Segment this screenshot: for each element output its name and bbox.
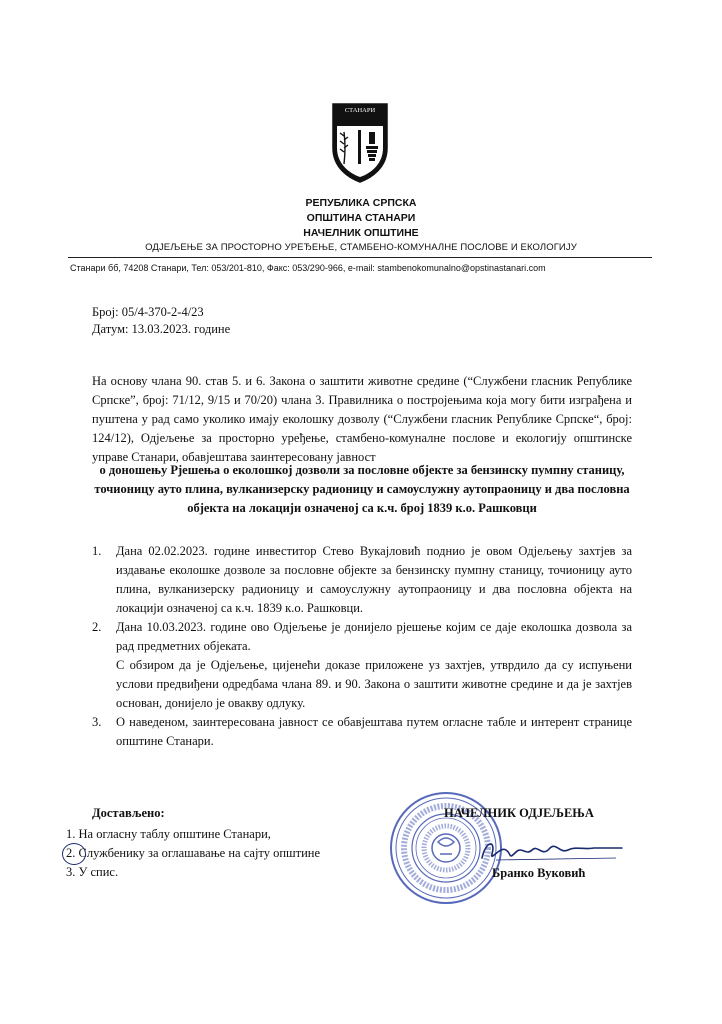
- list-item-text: Дана 02.02.2023. године инвеститор Стево Вукајловић поднио је овом Одјељењу захтјев за издавање еколошке дозволе за пословне објекте за бензинску пумпну станицу, точионицу ауто плина, вулканизерску радионицу и самоуслужну аутопраоницу и два пословна објекта на локацији означеној са к.ч. 1839 к.о. Рашковци.: [116, 544, 632, 615]
- document-date: Датум: 13.03.2023. године: [92, 322, 231, 336]
- list-item-text: О наведеном, заинтересована јавност се обавјештава путем огласне табле и интерент странице општине Станари.: [116, 715, 632, 748]
- contact-line: Станари бб, 74208 Станари, Тел: 053/201-810, Факс: 053/290-966, e-mail: stambenokomunalno@opstinastanari.com: [70, 263, 546, 273]
- signatory-title: НАЧЕЛНИК ОДЈЕЉЕЊА: [444, 806, 594, 820]
- subject-heading: о доношењу Рјешења о еколошкој дозволи за пословне објекте за бензинску пумпну станицу, точионицу ауто плина, вулканизерску радионицу и самоуслужну аутопраоницу и два пословна објекта на локацији означеној са к.ч. број 1839 к.о. Рашковци: [94, 463, 630, 515]
- header-divider: [68, 257, 652, 258]
- list-item-text-continued: С обзиром да је Одјељење, цијенећи доказе приложене уз захтјев, утврдило да су испуњени услови предвиђени одредбама члана 89. и 90. Закона о заштити животне средине и да је захтјев основан, донијело је овакву одлуку.: [116, 658, 632, 710]
- handwritten-signature: [476, 836, 626, 866]
- notice-list: [92, 542, 632, 751]
- municipality-crest-logo: [331, 102, 389, 184]
- list-item: [92, 542, 632, 618]
- list-item-number: 2.: [92, 620, 102, 634]
- delivery-item: 1. На огласну таблу општине Станари,: [66, 827, 271, 841]
- list-item-number: 3.: [92, 715, 102, 729]
- list-item: [92, 713, 632, 751]
- list-item: [92, 618, 632, 713]
- delivery-item: 2. Службенику за оглашавање на сајту општине: [66, 846, 321, 860]
- intro-paragraph: На основу члана 90. став 5. и 6. Закона о заштити животне средине (“Службени гласник Републике Српске”, број: 71/12, 9/15 и 70/20) члана 3. Правилника о постројењима која могу бити изграђена и пуштена у рад само уколико имају еколошку дозволу (“Службени гласник Републике Српске“, број: 124/12), Одјељење за просторно уређење, стамбено-комуналне послове и екологију општинске управе Станари, обавјештава заинтересовану јавност: [92, 374, 632, 464]
- delivery-heading: Достављено:: [92, 806, 165, 820]
- list-item-text: Дана 10.03.2023. године ово Одјељење је донијело рјешење којим се даје еколошка дозвола за рад предметних објеката.: [116, 620, 632, 653]
- delivery-list: [66, 825, 320, 882]
- mayor-heading: НАЧЕЛНИК ОПШТИНЕ: [303, 227, 419, 239]
- municipality-heading: ОПШТИНА СТАНАРИ: [306, 212, 416, 224]
- signatory-name: Бранко Вуковић: [492, 866, 586, 880]
- handwritten-circle-mark: [62, 843, 86, 865]
- republic-heading: РЕПУБЛИКА СРПСКА: [305, 197, 417, 209]
- crest-label-text: СТАНАРИ: [344, 107, 376, 114]
- delivery-item: 3. У спис.: [66, 865, 119, 879]
- list-item-number: 1.: [92, 544, 102, 558]
- document-number: Број: 05/4-370-2-4/23: [92, 305, 204, 319]
- department-heading: ОДЈЕЉЕЊЕ ЗА ПРОСТОРНО УРЕЂЕЊЕ, СТАМБЕНО-КОМУНАЛНЕ ПОСЛОВЕ И ЕКОЛОГИЈУ: [145, 242, 577, 253]
